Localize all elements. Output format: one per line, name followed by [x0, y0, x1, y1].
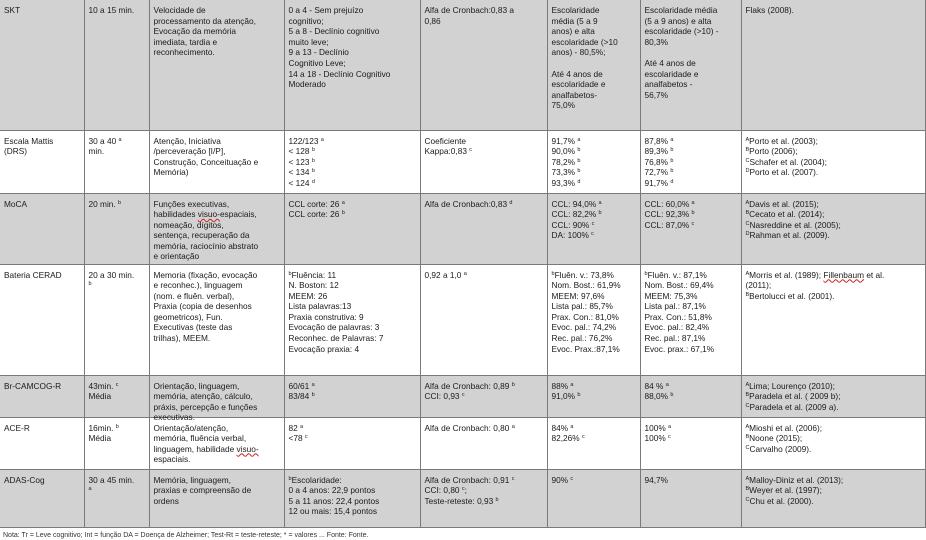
cell-line: Nom. Bost.: 61,9% — [551, 280, 621, 291]
cell-line: trilhas), MEEM. — [153, 333, 211, 344]
cell-instrument — [0, 469, 84, 527]
cell-line: Bateria CERAD — [4, 269, 62, 280]
cell-line: Velocidade de — [153, 5, 206, 15]
cell-line: $^B$Paradela et al. ( 2009 b); — [745, 391, 841, 402]
cell-accuracy-high — [547, 375, 640, 417]
cell-line: $^C$Chu et al. (2000). — [745, 495, 814, 506]
cell-line: $^B$Porto (2006); — [745, 146, 798, 157]
cell-line: MEEM: 97,6% — [551, 290, 605, 301]
cell-domains — [149, 130, 284, 193]
table-row — [0, 417, 925, 469]
cell-line: 76,8% $^b$ — [644, 156, 674, 167]
cell-line: $^B$Cecato et al. (2014); — [745, 209, 825, 220]
cell-line: min. — [88, 146, 105, 157]
cell-line: analfabetos- — [551, 89, 598, 100]
cell-line: b — [88, 281, 92, 288]
cell-line: (nom. e fluên. verbal), — [153, 290, 235, 301]
cell-accuracy-low — [640, 375, 741, 417]
cell-references — [741, 130, 925, 193]
cell-line: 56,7% — [644, 89, 669, 100]
cell-line: e orientação — [153, 251, 200, 262]
cell-line: habilidades visuo-espaciais, — [153, 209, 257, 220]
cell-line: 122/123 $^a$ — [288, 135, 324, 146]
cell-line: CCL corte: 26 $^b$ — [288, 209, 345, 220]
cell-time — [84, 469, 149, 527]
table-row — [0, 130, 925, 193]
cell-line: 73,3% $^b$ — [551, 167, 581, 178]
cell-line: Média — [88, 433, 112, 444]
cell-line: praxias e compreensão de — [153, 485, 252, 496]
cell-line: N. Boston: 12 — [288, 280, 339, 291]
cell-line: Evocação de palavras: 3 — [288, 322, 380, 333]
cell-line: Construção, Conceituação e — [153, 156, 259, 167]
cell-line: anos) e alta — [551, 26, 595, 37]
cell-line — [645, 47, 737, 58]
cell-accuracy-low — [640, 417, 741, 469]
cell-line: Moderado — [288, 79, 326, 90]
cell-reliability — [420, 0, 547, 130]
cell-cutoff — [284, 193, 420, 264]
cell-line: < 123 $^b$ — [288, 156, 315, 167]
cell-line: sentença, recuperação da — [153, 230, 250, 241]
cell-line: Funções executivas, — [153, 198, 230, 209]
cell-line: $^A$Mioshi et al. (2006); — [745, 422, 823, 433]
cell-line: 16min. $^b$ — [88, 422, 119, 433]
cell-line: escolaridade (>10 — [551, 36, 618, 47]
cell-accuracy-high — [547, 417, 640, 469]
cell-time — [84, 0, 149, 130]
cell-line: nomeação, dígitos, — [153, 219, 224, 230]
cell-line: MoCA — [4, 198, 28, 209]
cell-line: $^A$Morris et al. (1989); Fillenbaum et al. — [745, 269, 885, 280]
cell-references — [741, 417, 925, 469]
cell-line: processamento da atenção, — [153, 15, 256, 26]
cell-line: Memória) — [153, 167, 189, 178]
cell-reliability — [420, 130, 547, 193]
cell-line: $^A$Malloy-Diniz et al. (2013); — [745, 474, 844, 485]
cell-line: cognitivo; — [288, 15, 324, 26]
cell-time — [84, 193, 149, 264]
cell-line: 82 $^a$ — [288, 422, 304, 433]
table-row — [0, 469, 925, 527]
cell-line: práxis, percepção e funções — [153, 401, 258, 412]
cell-references — [741, 375, 925, 417]
cell-line: Alfa de Cronbach:0,83 a — [424, 5, 514, 15]
cell-line: Reconhec. de Palavras: 7 — [288, 333, 384, 344]
cell-line: Memoria (fixação, evocação — [153, 269, 258, 280]
cell-accuracy-low — [640, 130, 741, 193]
cell-accuracy-high — [547, 469, 640, 527]
cell-accuracy-low — [640, 469, 741, 527]
cell-reliability — [420, 417, 547, 469]
cell-line: 89,3% $^b$ — [644, 146, 674, 157]
cell-line: $^C$Nasreddine et al. (2005); — [745, 219, 841, 230]
cell-time — [84, 264, 149, 375]
cell-line: $^D$Porto et al. (2007). — [745, 167, 819, 178]
cell-line: Praxia (copia de desenhos — [153, 301, 252, 312]
cell-line: $^A$Porto et al. (2003); — [745, 135, 818, 146]
cell-domains — [149, 264, 284, 375]
cell-line: Cognitivo Leve; — [288, 57, 346, 68]
cell-line: Nom. Bost.: 69,4% — [644, 280, 714, 291]
cell-instrument — [0, 0, 84, 130]
cell-line: Flaks (2008). — [745, 5, 794, 15]
cell-line: 30 a 45 min. — [88, 474, 135, 485]
cell-line: e reconhec.), linguagem — [153, 280, 243, 291]
cell-line: Lista pal.: 87,1% — [644, 301, 706, 312]
cell-line: 91,7% $^a$ — [551, 135, 581, 146]
table-footnote: Nota: Tr = Leve cognitivo; Int = função DA = Doença de Alzheimer; Test-Rt = teste-reteste; * = valores ... Fonte: Fonte. — [3, 532, 369, 539]
cell-reliability — [420, 469, 547, 527]
cell-line: ACE-R — [4, 422, 30, 433]
cell-line: /perceveração [I/P], — [153, 146, 226, 157]
cell-line: anos) - 80,5%; — [551, 47, 606, 58]
cell-line: CCI: 0,80 $^c$; — [424, 485, 467, 496]
cell-references — [741, 0, 925, 130]
cell-line: Evoc. pal.: 82,4% — [644, 322, 710, 333]
cell-time — [84, 130, 149, 193]
cell-instrument — [0, 264, 84, 375]
cell-line: 88% $^a$ — [551, 380, 574, 391]
cell-line: Prax. Con.: 81,0% — [551, 311, 619, 322]
cell-line: Atenção, Iniciativa — [153, 135, 221, 146]
cell-line: ordens — [153, 495, 179, 506]
cell-line: Lista pal.: 85,7% — [551, 301, 613, 312]
cell-domains — [149, 0, 284, 130]
cell-line: Escolaridade média — [644, 5, 718, 15]
cell-line: DA: 100% $^c$ — [551, 230, 594, 241]
cell-line: 0 a 4 anos: 22,9 pontos — [288, 485, 376, 496]
cell-accuracy-high — [547, 193, 640, 264]
cell-line: linguagem, habilidade visuo- — [153, 443, 259, 454]
cell-line: 80,3% — [644, 36, 669, 47]
cell-line: 5 a 11 anos: 22,4 pontos — [288, 495, 380, 506]
cell-references — [741, 469, 925, 527]
cell-line: < 128 $^b$ — [288, 146, 315, 157]
cell-line: escolaridade (>10) - — [644, 26, 719, 37]
cell-line: Média — [88, 391, 112, 402]
cell-line: SKT — [4, 5, 21, 15]
cell-line: Executivas (teste das — [153, 322, 233, 333]
cell-line: 91,7% $^d$ — [644, 177, 674, 188]
cell-line: Evoc. Prax.:87,1% — [551, 343, 620, 354]
cell-line: CCL: 94,0% $^a$ — [551, 198, 602, 209]
cell-line: Orientação/atenção, — [153, 422, 229, 433]
cell-instrument — [0, 375, 84, 417]
cell-line: MEEM: 75,3% — [644, 290, 698, 301]
cell-line: $^C$Carvalho (2009). — [745, 443, 812, 454]
cell-line: $^b$Escolaridade: — [288, 474, 342, 485]
cell-accuracy-high — [547, 130, 640, 193]
cell-accuracy-low — [640, 0, 741, 130]
cell-line: Prax. Con.: 51,8% — [644, 311, 712, 322]
cell-line: CCL: 60,0% $^a$ — [644, 198, 695, 209]
cell-line: Alfa de Cronbach: 0,91 $^c$ — [424, 474, 515, 485]
cell-line: CCI: 0,93 $^c$ — [424, 391, 465, 402]
cell-reliability — [420, 375, 547, 417]
cell-line: executivas. — [153, 412, 196, 423]
cell-references — [741, 264, 925, 375]
cell-line: Evoc. pal.: 74,2% — [551, 322, 617, 333]
cell-line: 0,86 — [424, 15, 441, 26]
cell-line: 0,92 a 1,0 $^a$ — [424, 269, 467, 280]
cell-line: (5 a 9 anos) e alta — [644, 15, 712, 26]
cell-instrument — [0, 417, 84, 469]
cell-line: (2011); — [745, 280, 772, 291]
cell-instrument — [0, 193, 84, 264]
cell-line: Alfa de Cronbach: 0,89 $^b$ — [424, 380, 515, 391]
cell-line: 12 ou mais: 15,4 pontos — [288, 506, 378, 517]
cell-accuracy-high — [547, 264, 640, 375]
cell-cutoff — [284, 375, 420, 417]
cell-domains — [149, 375, 284, 423]
cell-line: reconhecimento. — [153, 47, 215, 58]
cell-line: Evocação praxia: 4 — [288, 343, 360, 354]
cell-line: $^A$Davis et al. (2015); — [745, 198, 819, 209]
cell-line: Coeficiente — [424, 135, 467, 146]
cell-line: < 124 $^d$ — [288, 177, 315, 188]
cell-cutoff — [284, 417, 420, 469]
cell-line: ADAS-Cog — [4, 474, 45, 485]
cell-domains — [149, 469, 284, 527]
cell-line: Orientação, linguagem, — [153, 380, 240, 391]
cell-line: MEEM: 26 — [288, 290, 328, 301]
cell-time — [84, 375, 149, 417]
cell-line: 90% $^c$ — [551, 474, 574, 485]
cell-line: 14 a 18 - Declínio Cognitivo — [288, 68, 391, 79]
cell-line: Teste-reteste: 0,93 $^b$ — [424, 495, 499, 506]
cell-line: Evocação da memória — [153, 26, 237, 37]
cell-line: geometricos), Fun. — [153, 311, 223, 322]
cell-line: Até 4 anos de — [644, 57, 696, 68]
cell-cutoff — [284, 469, 420, 527]
cell-line: $^B$Noone (2015); — [745, 433, 803, 444]
cell-accuracy-high — [547, 0, 640, 130]
cell-line: 84% $^a$ — [551, 422, 574, 433]
table-row — [0, 375, 925, 417]
cell-line: 20 min. $^b$ — [88, 198, 122, 209]
cell-cutoff — [284, 0, 420, 130]
cell-line: $^B$Weyer et al. (1997); — [745, 485, 822, 496]
cell-line: 100% $^c$ — [644, 433, 671, 444]
table-row — [0, 193, 925, 264]
cell-line: Alfa de Cronbach:0,83 $^d$ — [424, 198, 513, 209]
cell-line: memória, raciocínio abstrato — [153, 240, 259, 251]
cell-line: espaciais. — [153, 454, 191, 465]
cell-line: $^b$Fluên. v.: 73,8% — [551, 269, 614, 280]
cell-line: média (5 a 9 — [551, 15, 598, 26]
cell-line: 5 a 8 - Declínio cognitivo — [288, 26, 380, 37]
cell-cutoff — [284, 130, 420, 193]
cell-line: < 134 $^b$ — [288, 167, 315, 178]
cell-domains — [149, 417, 284, 469]
cell-line: CCL corte: 26 $^a$ — [288, 198, 345, 209]
cell-line: Kappa:0,83 $^c$ — [424, 146, 472, 157]
cell-line: 0 a 4 - Sem prejuízo — [288, 5, 364, 15]
cell-line: $^C$Paradela et al. (2009 a). — [745, 401, 839, 412]
cell-line: 20 a 30 min. — [88, 269, 135, 280]
cell-line: 72,7% $^b$ — [644, 167, 674, 178]
cell-line: 84 % $^a$ — [644, 380, 669, 391]
cell-line: CCL: 92,3% $^b$ — [644, 209, 695, 220]
cell-line: memória, atenção, cálculo, — [153, 391, 253, 402]
cell-line: Br-CAMCOG-R — [4, 380, 62, 391]
cell-line: muito leve; — [288, 36, 329, 47]
cell-line: CCL: 90% $^c$ — [551, 219, 595, 230]
cell-line: Memória, linguagem, — [153, 474, 231, 485]
cell-line: 91,0% $^b$ — [551, 391, 581, 402]
cell-reliability — [420, 193, 547, 264]
cell-line: memória, fluência verbal, — [153, 433, 247, 444]
cell-line: 93,3% $^d$ — [551, 177, 581, 188]
cell-line: $^A$Lima; Lourenço (2010); — [745, 380, 835, 391]
cell-line: Até 4 anos de — [551, 68, 603, 79]
cell-line: a — [88, 486, 92, 493]
cell-line: 43min. $^c$ — [88, 380, 119, 391]
cell-line: $^B$Bertolucci et al. (2001). — [745, 290, 835, 301]
cell-line: Rec. pal.: 76,2% — [551, 333, 613, 344]
cell-line: 82,26% $^c$ — [551, 433, 585, 444]
cell-line: $^D$Rahman et al. (2009). — [745, 230, 830, 241]
cell-line: Praxia construtiva: 9 — [288, 311, 364, 322]
cell-time — [84, 417, 149, 469]
cell-line: escolaridade e — [644, 68, 699, 79]
cell-line: analfabetos - — [644, 79, 693, 90]
table-row — [0, 0, 925, 130]
cell-line: 9 a 13 - Declínio — [288, 47, 349, 58]
cell-line: 78,2% $^b$ — [551, 156, 581, 167]
cell-accuracy-low — [640, 193, 741, 264]
cell-cutoff — [284, 264, 420, 375]
cell-line: $^b$Fluência: 11 — [288, 269, 337, 280]
cell-line: CCL: 82,2% $^b$ — [551, 209, 602, 220]
cell-line: Rec. pal.: 87,1% — [644, 333, 706, 344]
cell-line: 88,0% $^b$ — [644, 391, 674, 402]
cell-line: escolaridade e — [551, 79, 606, 90]
cell-line: 75,0% — [551, 100, 576, 111]
cell-line: 90,0% $^b$ — [551, 146, 581, 157]
cell-line: 10 a 15 min. — [88, 5, 135, 15]
cell-line: 30 a 40 $^a$ — [88, 135, 122, 146]
cell-line: 87,8% $^a$ — [644, 135, 674, 146]
cell-line: 94,7% — [644, 474, 669, 485]
cell-line: Alfa de Cronbach: 0,80 $^a$ — [424, 422, 515, 433]
cell-reliability — [420, 264, 547, 375]
cell-accuracy-low — [640, 264, 741, 375]
cell-line: 83/84 $^b$ — [288, 391, 315, 402]
cell-line: Escala Mattis — [4, 135, 54, 146]
cell-line: CCL: 87,0% $^c$ — [644, 219, 695, 230]
cell-line: Escolaridade — [551, 5, 600, 15]
cell-line: Lista palavras:13 — [288, 301, 352, 312]
cell-line: (DRS) — [4, 146, 28, 157]
cell-line: $^C$Schafer et al. (2004); — [745, 156, 827, 167]
cell-line: <78 $^c$ — [288, 433, 308, 444]
cell-line: Evoc. prax.: 67,1% — [644, 343, 715, 354]
cell-domains — [149, 193, 284, 264]
cell-line — [552, 58, 636, 69]
cell-line: imediata, tardia e — [153, 36, 218, 47]
cell-line: 60/61 $^a$ — [288, 380, 315, 391]
cell-references — [741, 193, 925, 264]
cell-instrument — [0, 130, 84, 193]
cell-line: 100% $^a$ — [644, 422, 672, 433]
table-row — [0, 264, 925, 375]
cell-line: $^b$Fluên. v.: 87,1% — [644, 269, 707, 280]
